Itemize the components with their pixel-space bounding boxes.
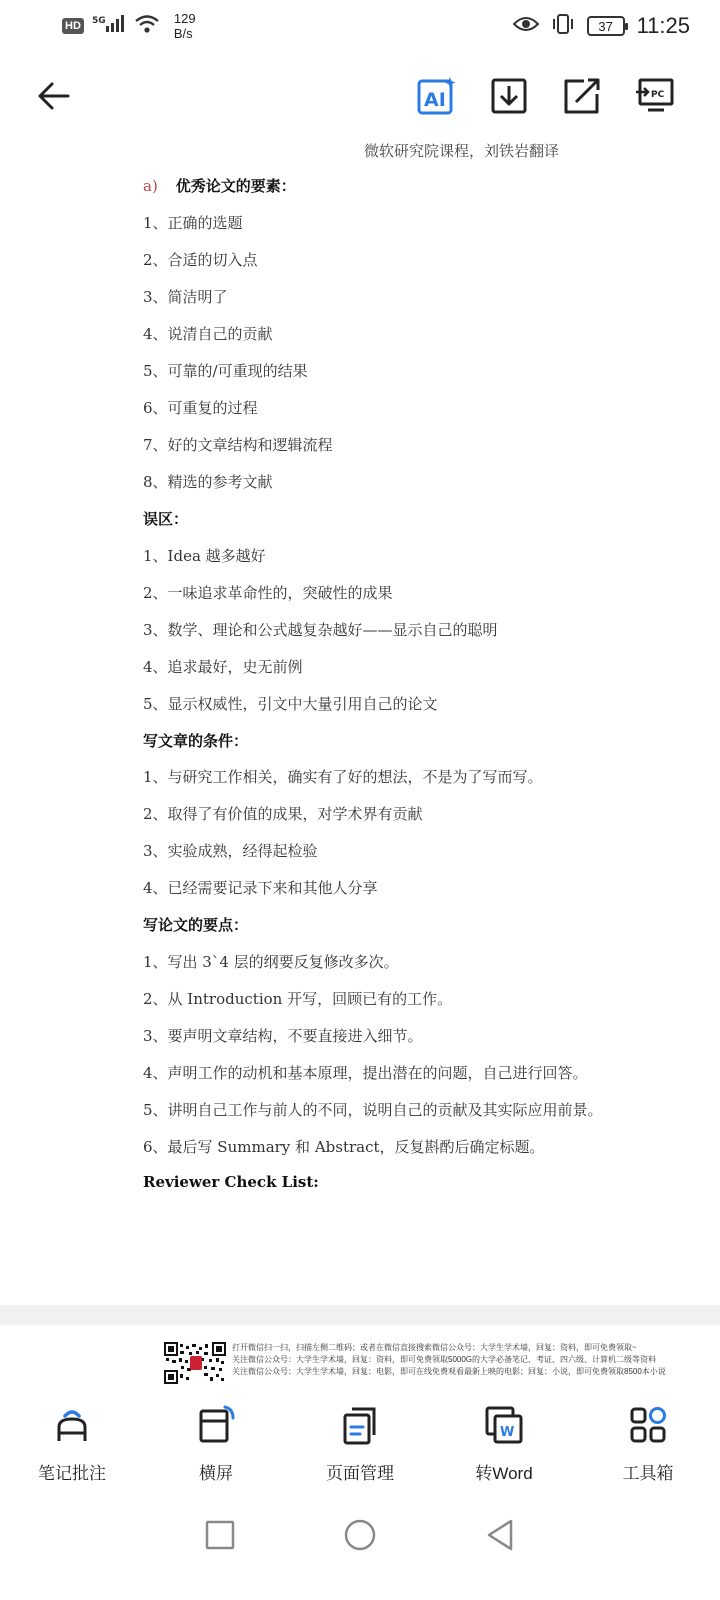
ad-line: 关注微信公众号：大学生学术墙，回复：电影，即可在线免费观看最新上映的电影；回复：小说，即可免费领取8500本小说 [232,1367,666,1376]
word-convert-icon [484,1405,524,1445]
list-item: 4、说清自己的贡献 [143,325,273,343]
page-management-button[interactable] [295,1395,425,1484]
list-item: 4、追求最好，史无前例 [143,658,303,676]
list-item: 8、精选的参考文献 [143,473,273,491]
eye-icon [513,15,539,38]
section-title: Reviewer Check List: [143,1173,319,1191]
list-marker: a) [143,177,158,195]
back-button[interactable] [34,76,74,116]
svg-text:W: W [500,1425,515,1440]
cut-top-line: 微软研究院课程，刘铁岩翻译 [364,142,560,160]
bottom-toolbar [0,1395,720,1495]
ai-label: AI [424,89,446,111]
landscape-label: 横屏 [199,1464,233,1483]
notes-button[interactable] [7,1395,137,1484]
signal-icon [92,14,126,39]
list-item: 1、写出 3`4 层的纲要反复修改多次。 [143,953,399,971]
wifi-icon [134,14,160,39]
list-item: 3、要声明文章结构，不要直接进入细节。 [143,1027,423,1045]
ai-button[interactable] [416,76,456,116]
notes-label: 笔记批注 [38,1464,106,1483]
list-item: 5、显示权威性，引文中大量引用自己的论文 [143,695,438,713]
status-left [62,11,196,41]
section-title: 写文章的条件： [143,732,249,750]
recent-apps-icon[interactable] [203,1518,237,1552]
send-to-pc-button[interactable] [634,76,674,116]
ad-line: 打开微信扫一扫，扫描左侧二维码；或者在微信直接搜索微信公众号：大学生学术墙，回复：资料，即可免费领取~ [232,1343,637,1352]
list-item: 4、声明工作的动机和基本原理，提出潜在的问题，自己进行回答。 [143,1064,588,1082]
status-right [513,13,690,40]
list-item: 7、好的文章结构和逻辑流程 [143,436,333,454]
status-bar [0,0,720,52]
toolbox-button[interactable] [583,1395,713,1484]
share-button[interactable] [562,76,602,116]
grid-tools-icon [628,1405,668,1445]
landscape-button[interactable] [151,1395,281,1484]
document-page[interactable] [0,130,720,1305]
list-item: 6、可重复的过程 [143,399,258,417]
speed-unit: B/s [173,26,193,41]
battery-indicator: 37 [587,16,625,36]
section-title: 写论文的要点： [143,916,249,934]
section-title: 误区： [143,510,189,528]
list-item: 5、可靠的/可重现的结果 [143,362,308,380]
convert-word-button[interactable] [439,1395,569,1484]
convert-word-label: 转Word [475,1464,533,1483]
list-item: 2、合适的切入点 [143,251,258,269]
list-item: 3、实验成熟，经得起检验 [143,842,318,860]
list-item: 2、一味追求革命性的，突破性的成果 [143,584,393,602]
rotate-screen-icon [196,1405,236,1445]
home-icon[interactable] [343,1518,377,1552]
section-title-text: 优秀论文的要素： [175,177,296,195]
page-divider [0,1305,720,1325]
svg-text:PC: PC [651,90,665,100]
section-title [143,175,296,196]
share-icon [562,76,602,116]
list-item: 1、Idea 越多越好 [143,547,266,565]
back-triangle-icon[interactable] [483,1518,517,1552]
list-item: 6、最后写 Summary 和 Abstract，反复斟酌后确定标题。 [143,1138,545,1156]
clock: 11:25 [636,13,690,38]
list-item: 1、正确的选题 [143,214,243,232]
app-toolbar [0,62,720,130]
ad-text [232,1342,666,1378]
pen-annotate-icon [52,1405,92,1445]
system-nav-bar [0,1505,720,1565]
pages-icon [340,1405,380,1445]
page-management-label: 页面管理 [326,1464,394,1483]
download-icon [489,76,529,116]
network-speed [174,11,196,41]
ad-line: 关注微信公众号：大学生学术墙，回复：资料，即可免费领取5000G的大学必备笔记、考证、四六级、计算机二级等资料 [232,1355,657,1364]
ai-icon [416,76,458,116]
list-item: 2、取得了有价值的成果，对学术界有贡献 [143,805,423,823]
list-item: 2、从 Introduction 开写，回顾已有的工作。 [143,990,453,1008]
list-item: 4、已经需要记录下来和其他人分享 [143,879,378,897]
list-item: 1、与研究工作相关，确实有了好的想法，不是为了写而写。 [143,768,543,786]
qr-code-icon [164,1342,226,1384]
list-item: 3、数学、理论和公式越复杂越好——显示自己的聪明 [143,621,498,639]
svg-text:5G: 5G [91,15,106,26]
list-item: 5、讲明自己工作与前人的不同，说明自己的贡献及其实际应用前景。 [143,1101,603,1119]
ad-banner[interactable] [164,1342,720,1386]
toolbox-label: 工具箱 [622,1464,674,1483]
hd-badge: HD [62,18,84,34]
download-button[interactable] [489,76,529,116]
list-item: 3、简洁明了 [143,288,228,306]
speed-value: 129 [173,11,196,26]
back-arrow-icon [34,76,74,116]
vibrate-icon [551,13,575,40]
pc-icon [634,76,676,116]
